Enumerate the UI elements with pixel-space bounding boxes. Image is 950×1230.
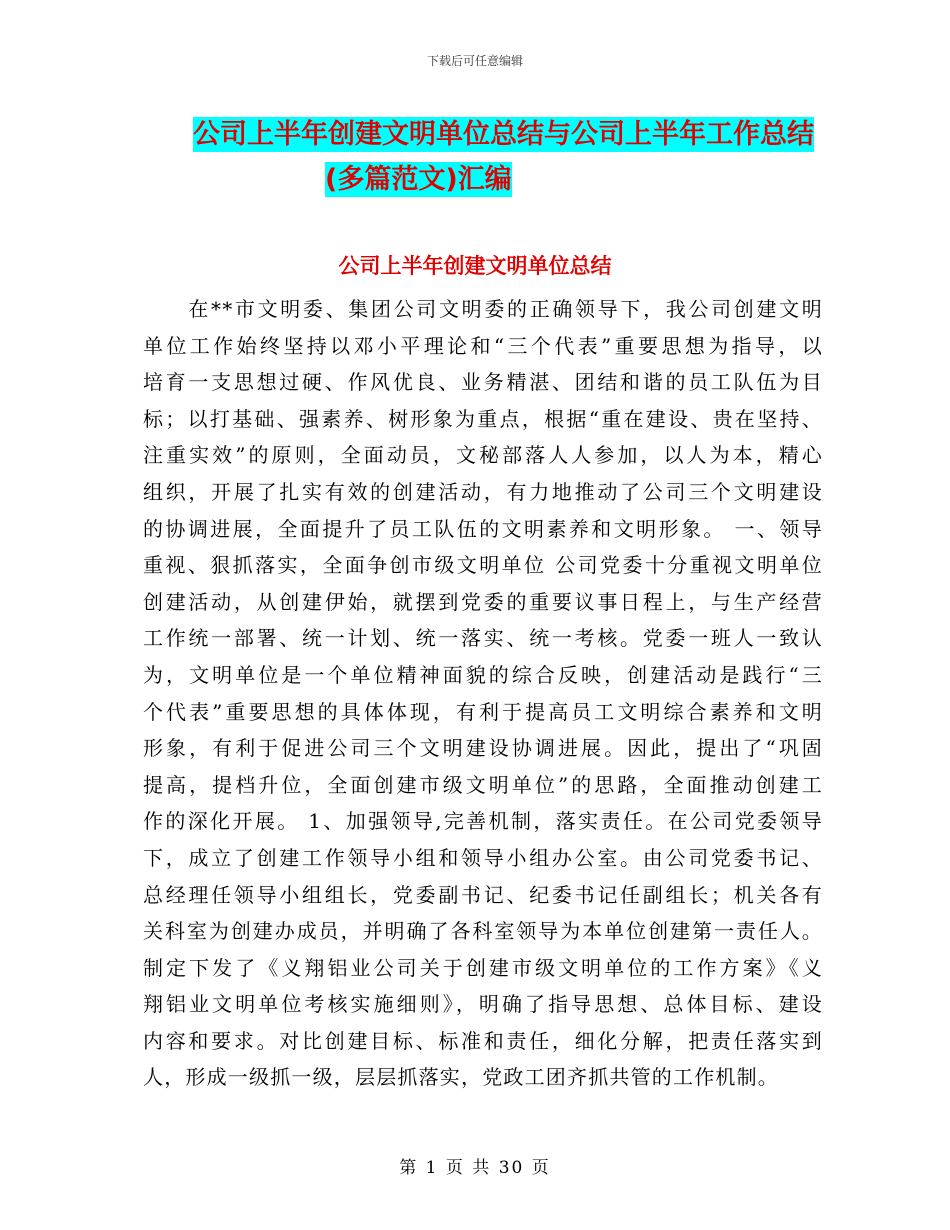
document-title-line-2 — [0, 157, 950, 196]
body-text — [143, 291, 823, 1096]
body-line: 为，文明单位是一个单位精神面貌的综合反映，创建活动是践行“三 — [143, 662, 823, 687]
body-line: 下，成立了创建工作领导小组和领导小组办公室。由公司党委书记、 — [143, 845, 823, 870]
body-line: 培育一支思想过硬、作风优良、业务精湛、团结和谐的员工队伍为目 — [143, 370, 823, 395]
body-line: 的协调进展，全面提升了员工队伍的文明素养和文明形象。 一、领导 — [143, 516, 823, 541]
body-line: 作的深化开展。 1、加强领导,完善机制，落实责任。在公司党委领导 — [143, 809, 823, 834]
body-line: 总经理任领导小组组长，党委副书记、纪委书记任副组长；机关各有 — [143, 882, 823, 907]
body-line: 提高，提档升位，全面创建市级文明单位”的思路，全面推动创建工 — [143, 772, 823, 797]
body-line: 创建活动，从创建伊始，就摆到党委的重要议事日程上，与生产经营 — [143, 589, 823, 614]
body-line: 注重实效”的原则，全面动员，文秘部落人人参加，以人为本，精心 — [143, 443, 823, 468]
page-footer: 第 1 页 共 30 页 — [399, 1158, 551, 1178]
header-note: 下载后可任意编辑 — [426, 54, 523, 68]
body-line: 标；以打基础、强素养、树形象为重点，根据“重在建设、贵在坚持、 — [143, 406, 823, 431]
body-line: 翔铝业文明单位考核实施细则》，明确了指导思想、总体目标、建设 — [143, 992, 823, 1017]
body-line: 组织，开展了扎实有效的创建活动，有力地推动了公司三个文明建设 — [143, 479, 823, 504]
body-line: 重视、狠抓落实，全面争创市级文明单位 公司党委十分重视文明单位 — [143, 553, 823, 578]
body-line: 单位工作始终坚持以邓小平理论和“三个代表”重要思想为指导，以 — [143, 333, 823, 358]
body-line: 形象，有利于促进公司三个文明建设协调进展。因此，提出了“巩固 — [143, 736, 823, 761]
document-title-line-1 — [0, 112, 950, 151]
document-title-text-2: (多篇范文)汇编 — [325, 164, 512, 195]
section-title: 公司上半年创建文明单位总结 — [338, 254, 612, 278]
body-line: 内容和要求。对比创建目标、标准和责任，细化分解，把责任落实到 — [143, 1028, 823, 1053]
body-line: 制定下发了《义翔铝业公司关于创建市级文明单位的工作方案》《义 — [143, 955, 823, 980]
body-line: 工作统一部署、统一计划、统一落实、统一考核。党委一班人一致认 — [143, 626, 823, 651]
body-line: 个代表”重要思想的具体体现，有利于提高员工文明综合素养和文明 — [143, 699, 823, 724]
body-line: 在**市文明委、集团公司文明委的正确领导下，我公司创建文明 — [143, 297, 823, 321]
document-title-text-1: 公司上半年创建文明单位总结与公司上半年工作总结 — [193, 119, 814, 150]
body-line: 人，形成一级抓一级，层层抓落实，党政工团齐抓共管的工作机制。 — [143, 1065, 779, 1090]
body-line: 关科室为创建办成员，并明确了各科室领导为本单位创建第一责任人。 — [143, 919, 823, 944]
